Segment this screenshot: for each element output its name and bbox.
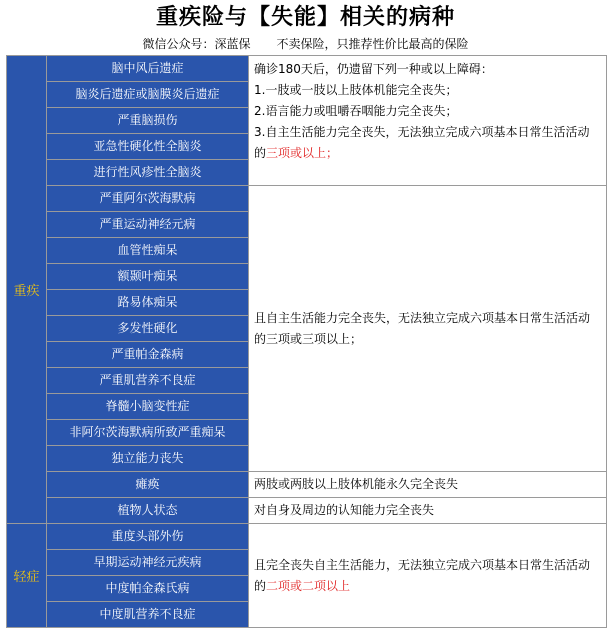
condition-description: 对自身及周边的认知能力完全丧失 [249, 498, 607, 524]
condition-description: 且自主生活能力完全丧失，无法独立完成六项基本日常生活活动的三项或三项以上； [249, 186, 607, 472]
disease-name: 严重阿尔茨海默病 [47, 186, 249, 212]
group-label-major: 重疾 [7, 56, 47, 524]
table-row [7, 56, 607, 82]
condition-description: 且完全丧失自主生活能力，无法独立完成六项基本日常生活活动的二项或二项以上 [249, 524, 607, 628]
disease-name: 脑中风后遗症 [47, 56, 249, 82]
group-label-minor: 轻症 [7, 524, 47, 628]
disease-name: 额颞叶痴呆 [47, 264, 249, 290]
disease-name: 严重脑损伤 [47, 108, 249, 134]
table-row [7, 498, 607, 524]
disease-name: 多发性硬化 [47, 316, 249, 342]
condition-description: 两肢或两肢以上肢体机能永久完全丧失 [249, 472, 607, 498]
highlight-text: 二项或二项以上 [266, 578, 351, 593]
disease-name: 进行性风疹性全脑炎 [47, 160, 249, 186]
condition-description: 确诊180天后，仍遗留下列一种或以上障碍： 1.一肢或一肢以上肢体机能完全丧失； 2.语言能力或咀嚼吞咽能力完全丧失； 3.自主生活能力完全丧失，无法独立完成六项基本日常生活活动的三项或以上； [249, 56, 607, 186]
disease-name: 血管性痴呆 [47, 238, 249, 264]
disease-table [6, 55, 607, 628]
disease-name: 严重肌营养不良症 [47, 368, 249, 394]
page-title: 重疾险与【失能】相关的病种 [155, 5, 455, 30]
table-row [7, 186, 607, 212]
disease-name: 脑炎后遗症或脑膜炎后遗症 [47, 82, 249, 108]
disease-name: 严重帕金森病 [47, 342, 249, 368]
disease-name: 严重运动神经元病 [47, 212, 249, 238]
disease-name: 中度帕金森氏病 [47, 576, 249, 602]
disease-name: 脊髓小脑变性症 [47, 394, 249, 420]
disease-name: 亚急性硬化性全脑炎 [47, 134, 249, 160]
disease-name: 瘫痪 [47, 472, 249, 498]
disease-name: 独立能力丧失 [47, 446, 249, 472]
wechat-account: 微信公众号：深蓝保 [142, 37, 251, 51]
page-subtitle [0, 36, 611, 52]
disease-name: 中度肌营养不良症 [47, 602, 249, 628]
highlight-text: 三项或以上； [266, 146, 339, 160]
slogan: 不卖保险，只推荐性价比最高的保险 [276, 37, 469, 51]
disease-name: 植物人状态 [47, 498, 249, 524]
disease-name: 路易体痴呆 [47, 290, 249, 316]
disease-name: 重度头部外伤 [47, 524, 249, 550]
disease-name: 早期运动神经元疾病 [47, 550, 249, 576]
disease-name: 非阿尔茨海默病所致严重痴呆 [47, 420, 249, 446]
table-row [7, 472, 607, 498]
table-row [7, 524, 607, 550]
